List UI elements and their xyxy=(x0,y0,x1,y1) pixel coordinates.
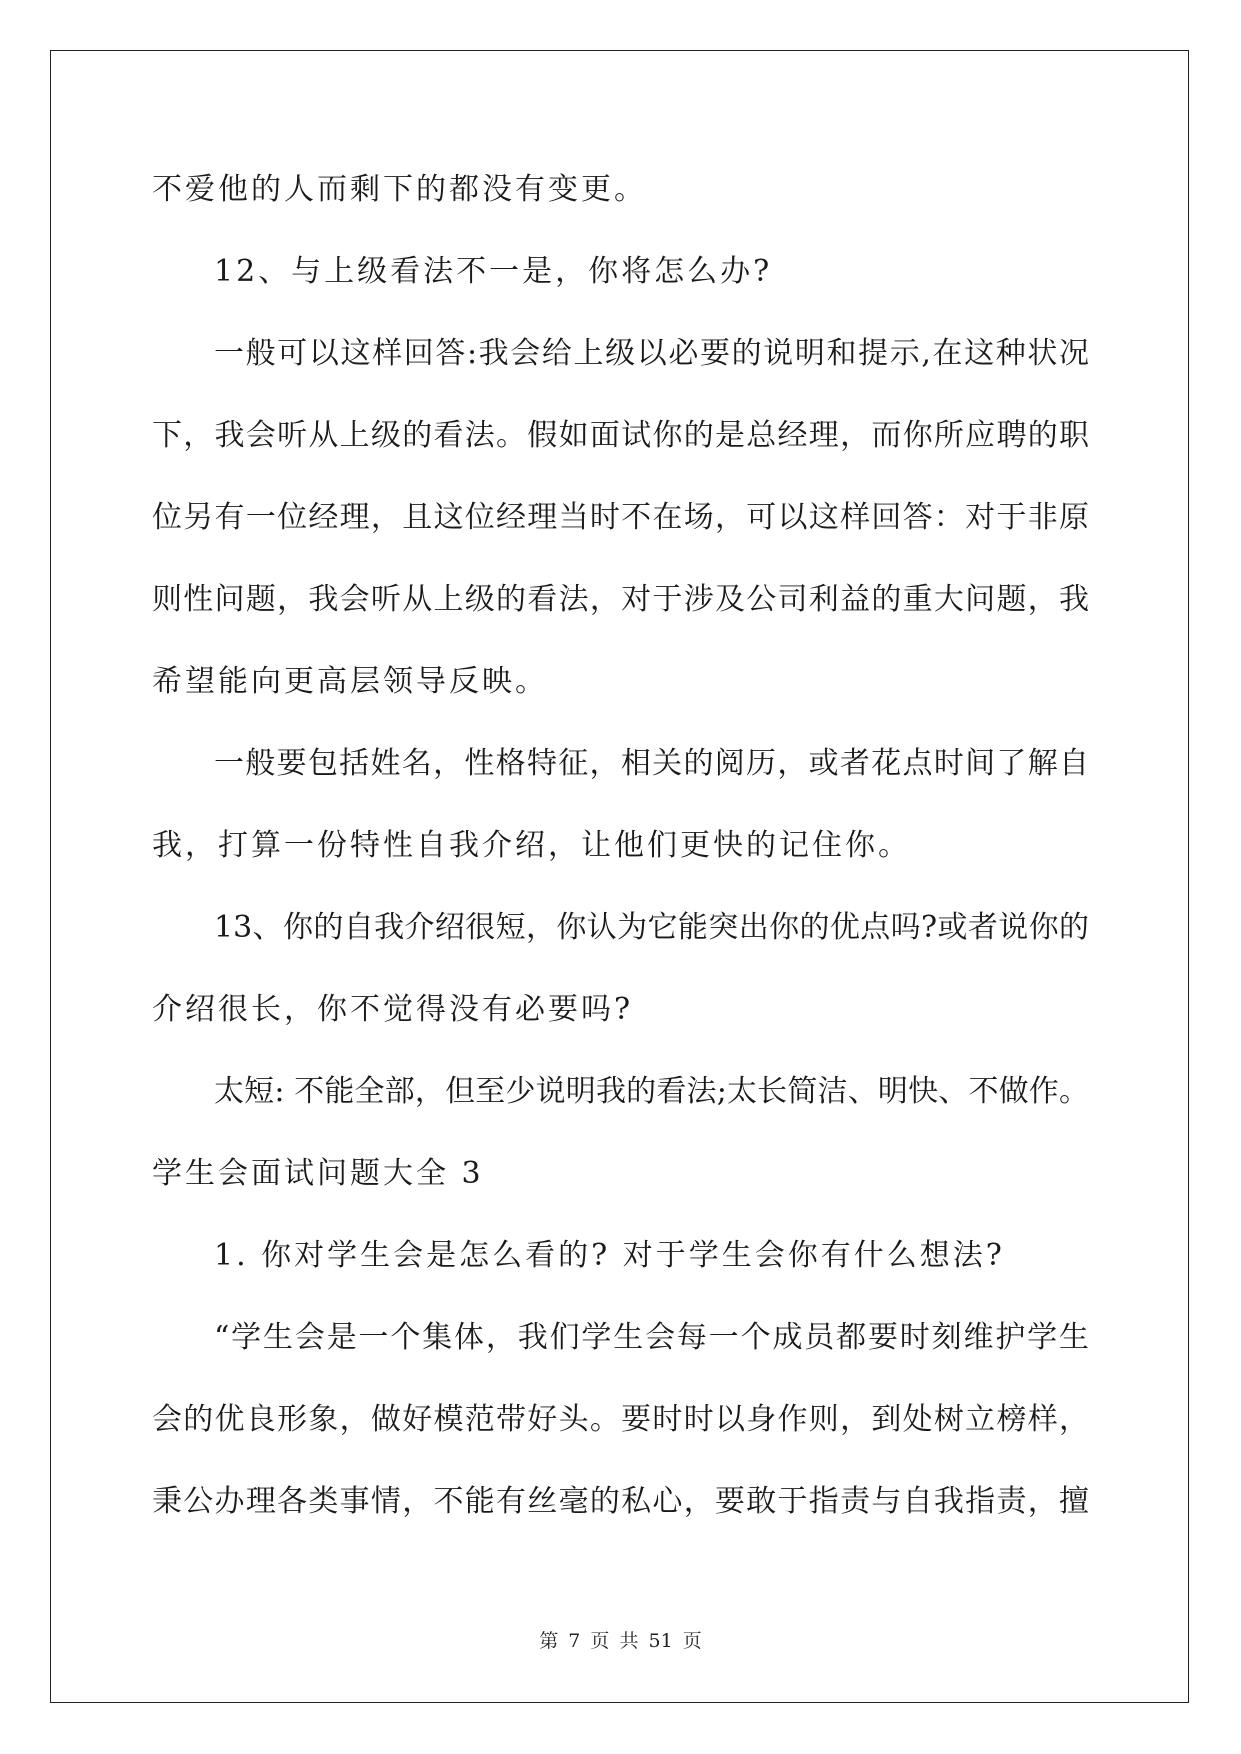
question-1: 1. 你对学生会是怎么看的? 对于学生会你有什么想法? xyxy=(214,1238,1005,1273)
text-line: 不爱他的人而剩下的都没有变更。 xyxy=(152,172,647,207)
text-line: 我，打算一份特性自我介绍，让他们更快的记住你。 xyxy=(152,828,911,863)
page-border xyxy=(50,50,1189,1703)
text-line: 希望能向更高层领导反映。 xyxy=(152,664,548,699)
text-line: 位另有一位经理，且这位经理当时不在场，可以这样回答：对于非原 xyxy=(152,500,1089,535)
page-footer: 第 7 页 共 51 页 xyxy=(539,1630,702,1652)
section-heading: 学生会面试问题大全 3 xyxy=(152,1156,484,1191)
text-line: 太短: 不能全部，但至少说明我的看法;太长简洁、明快、不做作。 xyxy=(214,1074,1089,1109)
text-line: “学生会是一个集体，我们学生会每一个成员都要时刻维护学生 xyxy=(214,1320,1089,1355)
question-12: 12、与上级看法不一是，你将怎么办? xyxy=(214,254,773,289)
text-line: 一般可以这样回答:我会给上级以必要的说明和提示,在这种状况 xyxy=(214,336,1089,371)
text-line: 下，我会听从上级的看法。假如面试你的是总经理，而你所应聘的职 xyxy=(152,418,1089,453)
text-line: 则性问题，我会听从上级的看法，对于涉及公司利益的重大问题，我 xyxy=(152,582,1089,617)
text-line: 会的优良形象，做好模范带好头。要时时以身作则，到处树立榜样， xyxy=(152,1402,1089,1437)
text-line: 一般要包括姓名，性格特征，相关的阅历，或者花点时间了解自 xyxy=(214,746,1089,781)
question-13: 13、你的自我介绍很短，你认为它能突出你的优点吗?或者说你的 xyxy=(214,910,1089,945)
question-13-cont: 介绍很长，你不觉得没有必要吗? xyxy=(152,992,634,1027)
text-line: 秉公办理各类事情，不能有丝毫的私心，要敢于指责与自我指责，擅 xyxy=(152,1484,1089,1519)
